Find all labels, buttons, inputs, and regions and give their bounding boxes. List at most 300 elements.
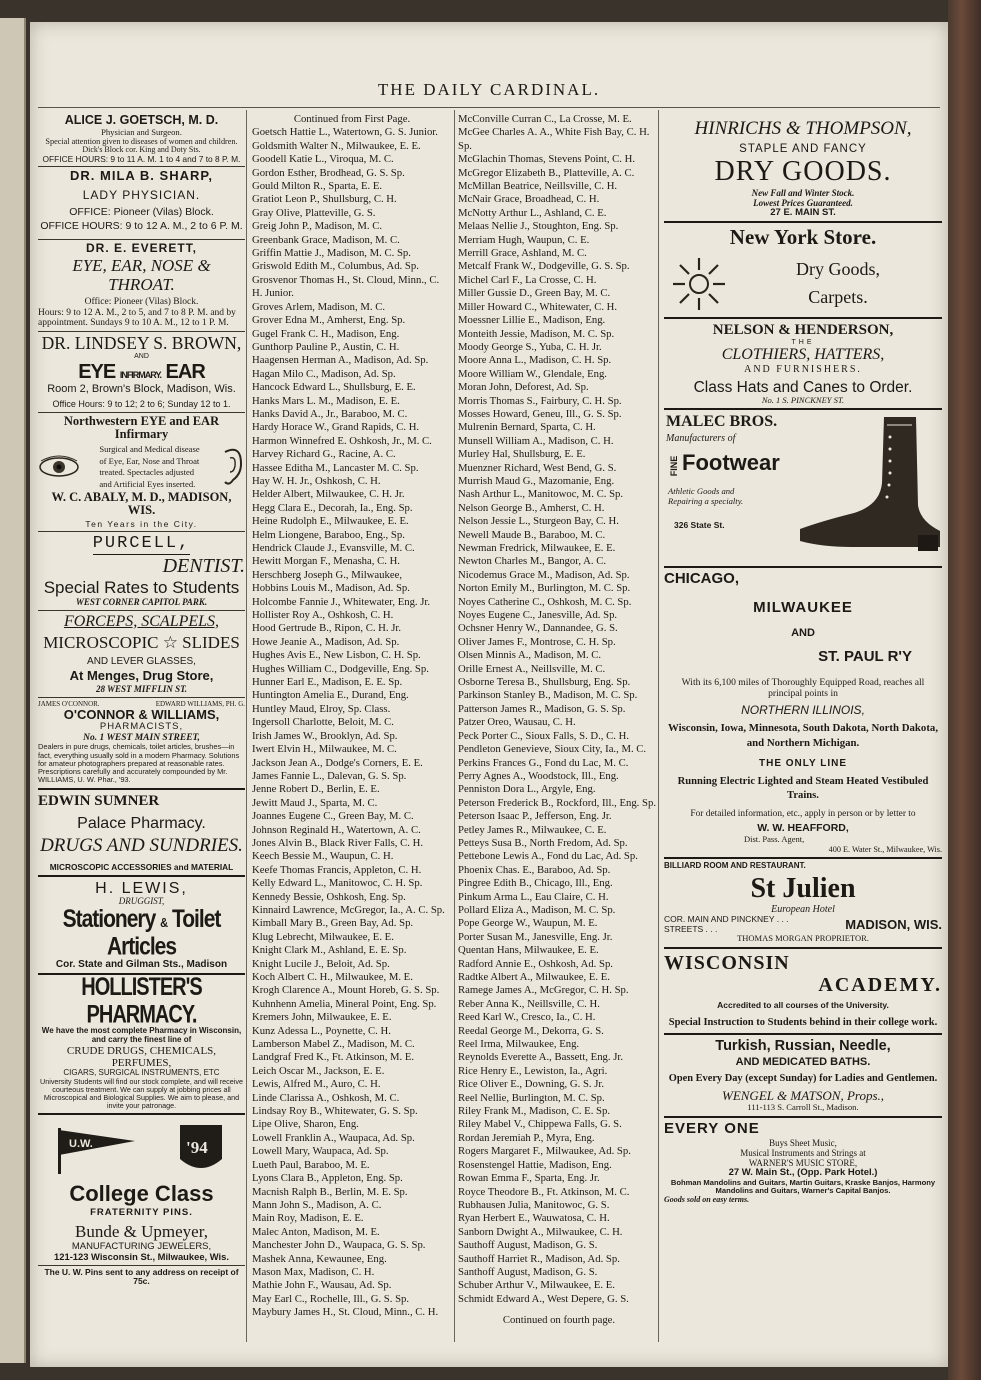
student-entry: Reel Nellie, Burlington, M. C. Sp. [458,1091,605,1104]
student-entry: Haagensen Herman A., Madison, Ad. Sp. [252,354,429,367]
rr-only-line: THE ONLY LINE [758,758,847,770]
lewis-druggist: DRUGGIST, [118,896,165,907]
divider [38,1113,245,1115]
student-entry: Sauthoff Harriet R., Madison, Ad. Sp. [458,1252,620,1265]
baths-ad [664,1038,942,1113]
rr-northern-illinois: NORTHERN ILLINOIS, [741,702,865,717]
student-entry: Hay W. H. Jr., Oshkosh, C. H. [252,474,381,487]
nelson-ad [664,322,942,406]
student-entry: Parkinson Stanley B., Madison, M. C. Sp. [458,689,638,702]
billiard-room: BILLIARD ROOM AND RESTAURANT. [664,860,806,870]
student-entry: Greenbank Grace, Madison, M. C. [252,233,400,246]
student-entry: Reed Karl W., Cresco, Ia., C. H. [458,1011,596,1024]
student-entry: Sauthoff August, Madison, G. S. [458,1239,598,1252]
malec-ad [664,413,942,563]
student-entry: Groves Arlem, Madison, M. C. [252,300,385,313]
student-entry: Jewitt Maud J., Sparta, M. C. [252,796,378,809]
student-entry: Penniston Dora L., Argyle, Eng. [458,783,596,796]
divider [38,331,245,332]
everett-ad [38,242,245,329]
student-entry: Keech Bessie M., Waupun, C. H. [252,850,394,863]
student-entry: Michel Carl F., La Crosse, C. H. [458,273,597,286]
student-entry: Hanks Mars L. M., Madison, E. E. [252,394,400,407]
student-entry: Gratiot Leon P., Shullsburg, C. H. [252,193,397,206]
student-entry: Nicodemus Grace M., Madison, Ad. Sp. [458,568,630,581]
student-entry: Krogh Clarence A., Mount Horeb, G. S. Sp. [252,984,440,997]
student-entry: Munsell William A., Madison, C. H. [458,434,614,447]
student-entry: Moran John, Deforest, Ad. Sp. [458,381,589,394]
stjulien-ad [664,862,942,944]
baths-title: Turkish, Russian, Needle, [715,1037,891,1054]
student-entry: Lowell Mary, Waupaca, Ad. Sp. [252,1145,389,1158]
hinrichs-name: HINRICHS & THOMPSON, [694,118,912,139]
student-entry: Mashek Anna, Kewaunee, Eng. [252,1252,387,1265]
student-entry: Schuber Arthur V., Milwaukee, E. E. [458,1279,615,1292]
main-street: No. 1 WEST MAIN STREET, [83,732,200,743]
student-entry: Macnish Ralph B., Berlin, M. E. Sp. [252,1185,408,1198]
northwestern-ad [38,415,245,530]
medicated-baths: AND MEDICATED BATHS. [735,1056,871,1069]
student-entry: Metcalf Frank W., Dodgeville, G. S. Sp. [458,260,630,273]
student-entry: Howe Jeanie A., Madison, Ad. Sp. [252,635,400,648]
lewis-address: Cor. State and Gilman Sts., Madison [55,959,228,971]
student-entry: Landgraf Fred K., Ft. Atkinson, M. E. [252,1051,415,1064]
student-entry: Lamberson Mabel Z., Madison, M. C. [252,1038,415,1051]
divider [664,408,942,410]
goetsch-line: Dick's Block cor. King and Doty Sts. [82,145,201,155]
student-list-column-1 [252,113,452,1320]
boot-illustration [792,413,942,563]
hollister-ad [38,973,245,1110]
sun-icon [664,254,734,314]
student-entry: Lueth Paul, Baraboo, M. E. [252,1158,370,1171]
wisconsin: WISCONSIN [664,951,790,974]
hollister-line: University Students will find our stock complete, and will receive courteous treatment. We can supply at jobbing prices all Microscopical and Biological Supplies. We aim to please, and invite your patronage. [40,1077,243,1110]
hollister-line: We have the most complete Pharmacy in Wisconsin, and carry the finest line of [41,1026,242,1045]
student-entry: Petley James R., Milwaukee, C. E. [458,823,607,836]
brown-and: AND [134,352,149,360]
musical-instruments: Musical Instruments and Strings at [740,1147,866,1158]
student-entry: Gould Milton R., Sparta, E. E. [252,180,383,193]
student-entry: Perry Agnes A., Woodstock, Ill., Eng. [458,769,619,782]
student-entry: Griffin Mattie J., Madison, M. C. Sp. [252,247,411,260]
ny-dry-goods: Dry Goods, [796,258,880,279]
student-entry: Nelson Jessie L., Sturgeon Bay, C. H. [458,515,619,528]
nw-line: and Artificial Eyes inserted. [99,478,196,489]
student-entry: Newell Maude B., Baraboo, M. C. [458,528,606,541]
student-entry: Hendrick Claude J., Evansville, M. C. [252,542,415,554]
student-entry: Radtke Albert A., Milwaukee, E. E. [458,971,610,983]
student-entry: Kelly Edward L., Manitowoc, C. H. Sp. [252,877,423,890]
student-entry: James Fannie L., Dalevan, G. S. Sp. [252,769,407,782]
pharmacists: PHARMACISTS, [99,721,184,733]
student-entry: Rosenstengel Hattie, Madison, Eng. [458,1158,612,1171]
student-entry: Moessner Lillie E., Madison, Eng. [458,314,606,327]
divider [38,1265,245,1266]
divider [664,947,942,949]
lewis-ad [38,880,245,971]
sharp-name: DR. MILA B. SHARP, [70,168,213,184]
st-julien: St Julien [750,872,856,904]
drugs-sundries: DRUGS AND SUNDRIES. [40,834,243,856]
student-entry: Lipe Olive, Sharon, Eng. [252,1118,359,1131]
student-entry: Knight Lucile J., Beloit, Ad. Sp. [252,957,390,970]
student-entry: Irish James W., Brooklyn, Ad. Sp. [252,729,398,742]
student-entry: Hardy Horace W., Grand Rapids, C. H. [252,421,420,434]
goetsch-name: ALICE J. GOETSCH, M. D. [64,113,219,127]
student-entry: Pettebone Lewis A., Fond du Lac, Ad. Sp. [458,850,638,863]
student-entry: Reedal George M., Dekorra, G. S. [458,1024,604,1037]
student-entry: Mathie John F., Wausau, Ad. Sp. [252,1279,392,1292]
student-list-column-2 [458,113,660,1328]
toilet-articles: Toilet Articles [106,905,221,961]
student-entry: Norton Emily M., Burlington, M. C. Sp. [458,582,631,595]
student-entry: Melaas Nellie J., Stoughton, Eng. Sp. [458,220,619,233]
student-entry: Patzer Oreo, Wausau, C. H. [458,716,576,729]
student-entry: Grosvenor Thomas H., St. Cloud, Minn., C. H. Junior. [252,273,440,300]
everett-line: Office: Pioneer (Vilas) Block. [84,297,199,308]
rr-chicago: CHICAGO, [664,570,739,588]
student-entry: Rordan Jeremiah P., Myra, Eng. [458,1131,595,1144]
student-entry: Pollard Eliza A., Madison, M. C. Sp. [458,903,616,916]
student-entry: Mulrenin Bernard, Sparta, C. H. [458,421,596,434]
oconnor-ad [38,700,245,785]
manufacturing-jewelers: MANUFACTURING JEWELERS, [71,1241,212,1253]
student-entry: Murrish Maud G., Mazomanie, Eng. [458,474,615,487]
student-entry: Osborne Teresa B., Shullsburg, Eng. Sp. [458,676,631,689]
student-entry: Mason Max, Madison, C. H. [252,1265,375,1278]
divider [664,1116,942,1118]
student-entry: Keefe Thomas Francis, Appleton, C. H. [252,863,422,876]
and-mark: & [160,916,168,931]
student-entry: Moore William W., Glendale, Eng. [458,367,607,380]
easy-terms: Goods sold on easy terms. [664,1195,750,1205]
student-entry: Porter Susan M., Janesville, Eng. Jr. [458,930,613,943]
furnishers: AND FURNISHERS. [744,364,862,376]
divider [38,788,245,790]
sumner-name: EDWIN SUMNER [38,792,160,809]
divider [664,566,942,568]
capitol-park: WEST CORNER CAPITOL PARK. [75,596,208,607]
brown-ear: EAR [165,360,205,383]
accredited: Accredited to all courses of the University. [717,999,889,1010]
student-entry: Kimball Mary B., Green Bay, Ad. Sp. [252,917,414,930]
brown-line: Room 2, Brown's Block, Madison, Wis. [47,382,236,395]
railway-ad [664,571,942,853]
student-entry: Muenzner Richard, West Bend, G. S. [458,461,617,474]
student-entry: Santhoff August, Madison, G. S. [458,1265,598,1278]
nw-years: Ten Years in the City. [85,519,198,529]
class-hats: Class Hats and Canes to Order. [693,378,913,396]
mifflin-st: 28 WEST MIFFLIN ST. [95,684,188,695]
european-hotel: European Hotel [771,904,835,916]
student-entry: Noyes Eugene C., Janesville, Ad. Sp. [458,609,618,622]
athletic-goods: Athletic Goods and Repairing a specialty. [668,486,744,507]
special-instruction: Special Instruction to Students behind in their college work. [668,1017,938,1029]
oconnor-partner: JAMES O'CONNOR. [38,700,100,709]
student-entry: Merriam Hugh, Waupun, C. E. [458,233,590,246]
dentist-title: DENTIST. [162,555,245,578]
student-entry: Miller Howard C., Whitewater, C. H. [458,300,618,313]
student-entry: Hood Gertrude B., Ripon, C. H. Jr. [252,622,402,635]
divider [664,1033,942,1035]
student-entry: Knight Clark M., Ashland, E. E. Sp. [252,944,407,957]
student-entry: Lyons Clara B., Appleton, Eng. Sp. [252,1172,403,1185]
student-entry: Johnson Reginald H., Watertown, A. C. [252,823,421,836]
student-entry: Malec Anton, Madison, M. E. [252,1225,380,1238]
student-entry: Ochsner Henry W., Dannandee, G. S. [458,622,618,635]
student-entry: Goodell Katie L., Viroqua, M. C. [252,153,394,166]
rr-trains: Running Electric Lighted and Steam Heated Vestibuled Trains. [677,776,929,802]
menges-ad [38,613,245,695]
nw-doctor: W. C. ABALY, M. D., MADISON, WIS. [51,489,232,518]
sharp-ad [38,169,245,233]
divider [38,610,245,611]
student-entry: Riley Mabel V., Chippewa Falls, G. S. [458,1118,622,1131]
student-entry: Newton Charles M., Bangor, A. C. [458,555,606,568]
student-entry: McGregor Elizabeth B., Platteville, A. C. [458,166,635,179]
eye-illustration [38,453,80,481]
student-entry: Maybury James H., St. Cloud, Minn., C. H. [252,1306,439,1319]
warner-address: 27 W. Main St., (Opp. Park Hotel.) [728,1167,878,1179]
student-entry: Iwert Elvin H., Milwaukee, M. C. [252,743,397,756]
student-entry: Merrill Grace, Ashland, M. C. [458,247,587,260]
uw-pins-offer: The U. W. Pins sent to any address on receipt of 75c. [44,1266,239,1287]
lowest-prices: Lowest Prices Guaranteed. [753,197,853,208]
student-entry: Hunner Earl E., Madison, E. E. Sp. [252,676,403,689]
student-entry: Hobbins Louis M., Madison, Ad. Sp. [252,582,410,595]
student-entry: Hegg Clara E., Decorah, Ia., Eng. Sp. [252,501,413,514]
wengel-matson: WENGEL & MATSON, Props., [721,1087,885,1103]
student-entry: Hollister Roy A., Oshkosh, C. H. [252,609,394,622]
rr-states: Wisconsin, Iowa, Minnesota, South Dakota, North Dakota, and Northern Michigan. [667,722,939,749]
brown-line: Office Hours: 9 to 12; 2 to 6; Sunday 12 to 1. [52,398,231,409]
rr-agent-title: Dist. Pass. Agent, [744,834,805,845]
footwear: Footwear [682,450,780,476]
rr-line: With its 6,100 miles of Thoroughly Equipped Road, reaches all principal points in [681,677,925,699]
student-entry: Noyes Catherine C., Oshkosh, M. C. Sp. [458,595,632,608]
proprietor: THOMAS MORGAN PROPRIETOR. [737,933,869,944]
new-york-store: New York Store. [729,225,877,250]
special-rates: Special Rates to Students [43,578,240,598]
madison-wis: MADISON, WIS. [845,916,942,932]
student-entry: Jackson Jean A., Dodge's Corners, E. E. [252,756,423,769]
menges-store: At Menges, Drug Store, [69,667,214,683]
student-entry: Helm Liongene, Baraboo, Eng., Sp. [252,528,405,541]
student-entry: Schmidt Edward A., West Depere, G. S. [458,1292,629,1305]
student-entry: McGee Charles A. A., White Fish Bay, C. H. Sp. [458,126,650,152]
nelson-name: NELSON & HENDERSON, [712,321,894,338]
sharp-line: OFFICE HOURS: 9 to 12 A. M., 2 to 6 P. M. [40,220,243,233]
previous-page-edge [0,18,26,1363]
student-entry: Morris Thomas S., Fairbury, C. H. Sp. [458,394,622,407]
student-entry: Pingree Edith B., Chicago, Ill., Eng. [458,877,613,890]
student-entry: Kuhnhenn Amelia, Mineral Point, Eng. Sp. [252,997,437,1010]
state-st-address: 326 State St. [674,520,725,531]
student-entry: Sanborn Dwight A., Milwaukee, C. H. [458,1225,623,1238]
hollister-line: CRUDE DRUGS, CHEMICALS, PERFUMES, [66,1045,217,1070]
student-entry: Herschberg Joseph G., Milwaukee, [252,568,402,581]
sharp-title: LADY PHYSICIAN. [82,187,201,202]
academy-ad [664,952,942,1030]
everett-line: Hours: 9 to 12 A. M., 2 to 5, and 7 to 8 P. M. and by appointment. Sundays 9 to 10 A. M., 12 to 1 P. M. [38,307,236,329]
purcell-ad [38,534,245,607]
new-fall: New Fall and Winter Stock. [751,187,855,198]
nw-line: Surgical and Medical disease [99,444,200,455]
student-entry: Rice Oliver E., Downing, G. S. Jr. [458,1078,605,1091]
warner-store: WARNER'S MUSIC STORE, [748,1158,858,1168]
student-entry: Nelson George B., Amherst, C. H. [458,501,605,514]
student-entry: Miller Gussie D., Green Bay, M. C. [458,287,611,300]
student-entry: Lindsay Roy B., Whitewater, G. S. Sp. [252,1105,418,1118]
sumner-ad [38,793,245,872]
dry-goods: DRY GOODS. [714,156,892,188]
student-entry: Quentan Hans, Milwaukee, E. E. [458,944,599,957]
student-entry: Reber Anna K., Neillsville, C. H. [458,997,600,1010]
student-entry: Hassee Editha M., Lancaster M. C. Sp. [252,461,419,474]
student-entry: Leich Oscar M., Jackson, E. E. [252,1064,385,1077]
uw-pennant [57,1125,137,1175]
student-entry: Hancock Edward L., Shullsburg, E. E. [252,381,416,394]
student-entry: Griswold Edith M., Columbus, Ad. Sp. [252,260,419,273]
lewis-name: H. LEWIS, [95,879,188,897]
student-list [458,113,660,1306]
student-entry: Rice Henry E., Lewiston, Ia., Agri. [458,1064,608,1077]
lever-glasses: AND LEVER GLASSES, [87,655,196,667]
student-entry: Perkins Frances G., Fond du Lac, M. C. [458,756,629,769]
student-entry: Lowell Franklin A., Waupaca, Ad. Sp. [252,1131,415,1144]
student-entry: Patterson James R., Madison, G. S. Sp. [458,702,626,715]
bunde-name: Bunde & Upmeyer, [75,1222,208,1242]
newspaper-page [30,22,948,1367]
student-entry: Heine Rudolph E., Milwaukee, E. E. [252,515,409,528]
student-entry: Hagan Milo C., Madison, Ad. Sp. [252,367,396,380]
st-julien-corner: COR. MAIN AND PINCKNEY . . . STREETS . . . [664,914,789,934]
masthead-rule [38,107,940,108]
student-entry: Gordon Esther, Brodhead, G. S. Sp. [252,166,405,179]
rr-agent: W. W. HEAFFORD, [757,822,849,835]
column-rule-2 [454,110,455,1342]
student-entry: Goldsmith Walter N., Milwaukee, E. E. [252,139,421,152]
student-entry: Orille Ernest A., Neillsville, M. C. [458,662,606,675]
student-entry: Grover Edna M., Amherst, Eng. Sp. [252,314,406,327]
student-entry: Reynolds Everette A., Bassett, Eng. Jr. [458,1051,624,1064]
student-entry: Petteys Susa B., North Fredom, Ad. Sp. [458,836,628,849]
every-one: EVERY ONE [664,1120,760,1138]
student-entry: Moore Anna L., Madison, C. H. Sp. [458,354,612,367]
student-entry: Radford Annie E., Oshkosh, Ad. Sp. [458,957,613,970]
oconnor-name: O'CONNOR & WILLIAMS, [63,707,220,723]
pennant-label: U.W. [69,1137,94,1150]
student-entry: Helder Albert, Milwaukee, C. H. Jr. [252,488,405,501]
open-every-day: Open Every Day (except Sunday) for Ladies and Gentlemen. [668,1073,938,1085]
book-spine [948,0,981,1380]
divider [664,317,942,319]
student-entry: Huntington Amelia E., Durand, Eng. [252,689,409,702]
student-entry: Kennedy Bessie, Oshkosh, Eng. Sp. [252,890,406,903]
student-entry: Main Roy, Madison, E. E. [252,1212,364,1225]
student-entry: Peterson Frederick B., Rockford, Ill., Eng. Sp. [458,796,656,809]
ny-carpets: Carpets. [808,286,868,307]
student-entry: May Earl C., Rochelle, Ill., G. S. Sp. [252,1292,410,1305]
student-entry: Pendleton Genevieve, Sioux City, Ia., M. C. [458,743,647,756]
divider [38,412,245,413]
student-entry: Greig John P., Madison, M. C. [252,220,383,233]
student-entry: Hewitt Morgan F., Menasha, C. H. [252,555,400,568]
student-entry: Hughes Avis E., New Lisbon, C. H. Sp. [252,649,421,662]
brown-ad [38,334,245,410]
student-entry: Gugel Frank C. H., Madison, Eng. [252,327,400,340]
student-entry: Holcombe Fannie J., Whitewater, Eng. Jr. [252,595,431,608]
rr-milwaukee: MILWAUKEE [753,599,853,617]
divider [38,531,245,532]
hinrichs-ad [664,118,942,218]
student-entry: Peck Porter C., Sioux Falls, S. D., C. H. [458,729,630,742]
manufacturers-of: Manufacturers of [666,433,736,445]
oconnor-partner: EDWARD WILLIAMS, PH. G. [155,700,245,709]
student-entry: Pinkum Arma L., Eau Claire, C. H. [458,890,609,903]
student-entry: Gunthorp Pauline P., Austin, C. H. [252,340,400,353]
microscopic-slides: MICROSCOPIC ☆ SLIDES [43,633,240,653]
student-entry: Nash Arthur L., Manitowoc, M. C. Sp. [458,488,624,501]
student-entry: Jenne Robert D., Berlin, E. E. [252,783,380,796]
brown-infirmary: INFIRMARY. [119,369,161,380]
divider [38,239,245,240]
hollister-name: HOLLISTER'S PHARMACY. [81,973,202,1029]
divider [38,875,245,877]
student-entry: Huntley Maud, Elroy, Sp. Class. [252,702,391,715]
student-entry: Hughes William C., Dodgeville, Eng. Sp. [252,662,429,675]
main-st-address: 27 E. MAIN ST. [770,206,836,218]
student-entry: Moody George S., Yuba, C. H. Jr. [458,340,602,353]
divider [38,166,245,167]
goetsch-line: Physician and Surgeon. [101,126,182,137]
student-entry: Peterson Isaac P., Jefferson, Eng. Jr. [458,810,612,823]
nw-line: treated. Spectacles adjusted [99,467,195,478]
student-entry: Mann John S., Madison, A. C. [252,1198,382,1211]
purcell-name: PURCELL, [92,534,191,554]
academy: ACADEMY. [818,974,942,997]
student-entry: Ryan Herbert E., Wauwatosa, C. H. [458,1212,610,1225]
college-class: College Class [69,1180,214,1206]
student-entry: Manchester John D., Waupaca, G. S. Sp. [252,1239,426,1252]
ads-column-left [38,114,245,1286]
rr-agent-address: 400 E. Water St., Milwaukee, Wis. [828,844,942,854]
student-entry: Linde Clarissa A., Oshkosh, M. C. [252,1091,400,1104]
stationery: Stationery [62,905,156,934]
student-entry: Phoenix Chas. E., Baraboo, Ad. Sp. [458,863,611,876]
goetsch-ad [38,114,245,164]
rr-info: For detailed information, etc., apply in person or by letter to [690,808,916,819]
student-entry: Harvey Richard G., Racine, A. C. [252,448,396,461]
bohman-line: Bohman Mandolins and Guitars, Martin Guitars, Kraske Banjos, Harmony Mandolins and Guitars, Warner's Capital Banjos. [670,1177,936,1196]
divider [664,857,942,859]
microscopic-accessories: MICROSCOPIC ACCESSORIES and MATERIAL [49,861,234,872]
student-entry: Oliver James F., Montrose, C. H. Sp. [458,635,616,648]
student-entry: Rowan Emma F., Sparta, Eng. Jr. [458,1172,600,1185]
student-entry: Kinnaird Lawrence, McGregor, Ia., A. C. Sp. [252,903,445,916]
student-entry: Klug Lebrecht, Milwaukee, E. E. [252,930,394,943]
pinckney-st: No. 1 S. PINCKNEY ST. [761,394,845,405]
ear-illustration [219,446,245,488]
student-entry: McNotty Arthur L., Ashland, C. E. [458,206,607,219]
bunde-address: 121-123 Wisconsin St., Milwaukee, Wis. [54,1251,229,1263]
buys-sheet-music: Buys Sheet Music, [769,1137,837,1148]
nw-title: Northwestern EYE and EAR Infirmary [63,413,220,442]
student-entry: Hanks David A., Jr., Baraboo, M. C. [252,407,408,420]
student-entry: Harmon Winnefred E. Oshkosh, Jr., M. C. [252,434,432,447]
everett-name: DR. E. EVERETT, [85,240,198,255]
